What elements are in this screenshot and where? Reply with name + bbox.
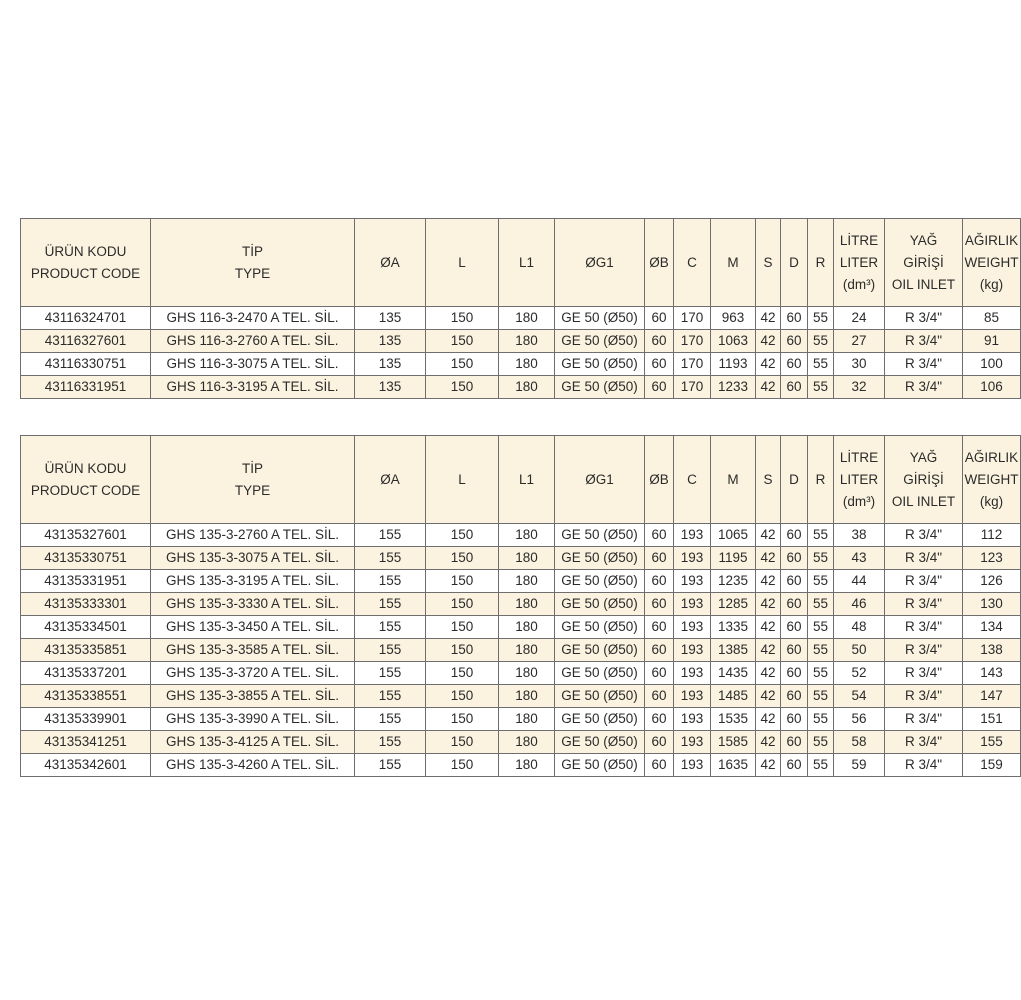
- cell-l: 150: [426, 616, 499, 639]
- cell-litre: 27: [834, 330, 885, 353]
- cell-d: 60: [781, 685, 808, 708]
- cell-s: 42: [756, 376, 781, 399]
- cell-diameter-a: 155: [355, 708, 426, 731]
- cell-oil-inlet: R 3/4": [885, 330, 963, 353]
- header-weight: AĞIRLIK WEIGHT (kg): [963, 436, 1021, 524]
- cell-s: 42: [756, 616, 781, 639]
- cell-m: 963: [711, 307, 756, 330]
- cell-diameter-a: 155: [355, 547, 426, 570]
- cell-oil-inlet: R 3/4": [885, 685, 963, 708]
- cell-m: 1335: [711, 616, 756, 639]
- cell-type: GHS 135-3-2760 A TEL. SİL.: [151, 524, 355, 547]
- header-type: TİP TYPE: [151, 436, 355, 524]
- cell-l: 150: [426, 754, 499, 777]
- cell-l1: 180: [499, 593, 555, 616]
- table-row: [21, 330, 1021, 353]
- cell-c: 193: [674, 731, 711, 754]
- cell-r: 55: [808, 547, 834, 570]
- cell-d: 60: [781, 547, 808, 570]
- cell-diameter-g1: GE 50 (Ø50): [555, 731, 645, 754]
- cell-c: 193: [674, 662, 711, 685]
- cell-diameter-g1: GE 50 (Ø50): [555, 639, 645, 662]
- cell-diameter-b: 60: [645, 731, 674, 754]
- cell-type: GHS 135-3-3990 A TEL. SİL.: [151, 708, 355, 731]
- header-l: L: [426, 219, 499, 307]
- cell-l: 150: [426, 593, 499, 616]
- cell-weight: 155: [963, 731, 1021, 754]
- cell-type: GHS 135-3-4260 A TEL. SİL.: [151, 754, 355, 777]
- cell-diameter-b: 60: [645, 547, 674, 570]
- cell-litre: 32: [834, 376, 885, 399]
- cell-type: GHS 135-3-3330 A TEL. SİL.: [151, 593, 355, 616]
- cell-r: 55: [808, 307, 834, 330]
- header-c: C: [674, 436, 711, 524]
- cell-diameter-a: 155: [355, 685, 426, 708]
- cell-oil-inlet: R 3/4": [885, 376, 963, 399]
- cell-r: 55: [808, 662, 834, 685]
- cell-diameter-b: 60: [645, 754, 674, 777]
- cell-m: 1235: [711, 570, 756, 593]
- cell-diameter-g1: GE 50 (Ø50): [555, 593, 645, 616]
- header-diameter-g1: ØG1: [555, 436, 645, 524]
- cell-litre: 54: [834, 685, 885, 708]
- cell-diameter-b: 60: [645, 662, 674, 685]
- header-m: M: [711, 436, 756, 524]
- cell-litre: 43: [834, 547, 885, 570]
- cell-l1: 180: [499, 376, 555, 399]
- cell-diameter-b: 60: [645, 330, 674, 353]
- header-row: [21, 219, 1021, 307]
- cell-l1: 180: [499, 708, 555, 731]
- cell-m: 1435: [711, 662, 756, 685]
- cell-l1: 180: [499, 754, 555, 777]
- cell-d: 60: [781, 708, 808, 731]
- cell-c: 170: [674, 376, 711, 399]
- cell-l1: 180: [499, 330, 555, 353]
- header-c: C: [674, 219, 711, 307]
- cell-product-code: 43135341251: [21, 731, 151, 754]
- cell-m: 1635: [711, 754, 756, 777]
- cell-m: 1193: [711, 353, 756, 376]
- cell-product-code: 43116324701: [21, 307, 151, 330]
- cell-weight: 138: [963, 639, 1021, 662]
- header-litre: LİTRE LITER (dm³): [834, 436, 885, 524]
- cell-type: GHS 135-3-3720 A TEL. SİL.: [151, 662, 355, 685]
- cell-d: 60: [781, 662, 808, 685]
- cell-diameter-g1: GE 50 (Ø50): [555, 570, 645, 593]
- cell-l: 150: [426, 570, 499, 593]
- cell-litre: 24: [834, 307, 885, 330]
- cell-diameter-g1: GE 50 (Ø50): [555, 662, 645, 685]
- table-row: [21, 376, 1021, 399]
- cell-product-code: 43135331951: [21, 570, 151, 593]
- cell-r: 55: [808, 731, 834, 754]
- cell-product-code: 43135327601: [21, 524, 151, 547]
- cell-l1: 180: [499, 524, 555, 547]
- cell-c: 193: [674, 547, 711, 570]
- table-row: [21, 307, 1021, 330]
- cell-type: GHS 135-3-3075 A TEL. SİL.: [151, 547, 355, 570]
- cell-diameter-b: 60: [645, 570, 674, 593]
- header-product-code: ÜRÜN KODU PRODUCT CODE: [21, 219, 151, 307]
- cell-d: 60: [781, 570, 808, 593]
- cell-l: 150: [426, 708, 499, 731]
- cell-diameter-a: 135: [355, 376, 426, 399]
- cell-diameter-a: 155: [355, 639, 426, 662]
- spec-table-ghs-116: [20, 218, 1021, 399]
- cell-s: 42: [756, 731, 781, 754]
- cell-l1: 180: [499, 639, 555, 662]
- cell-product-code: 43135337201: [21, 662, 151, 685]
- cell-oil-inlet: R 3/4": [885, 616, 963, 639]
- cell-s: 42: [756, 662, 781, 685]
- cell-diameter-a: 155: [355, 616, 426, 639]
- cell-l1: 180: [499, 547, 555, 570]
- header-r: R: [808, 219, 834, 307]
- header-s: S: [756, 436, 781, 524]
- cell-diameter-a: 135: [355, 330, 426, 353]
- cell-type: GHS 116-3-2470 A TEL. SİL.: [151, 307, 355, 330]
- cell-s: 42: [756, 708, 781, 731]
- header-litre: LİTRE LITER (dm³): [834, 219, 885, 307]
- cell-s: 42: [756, 685, 781, 708]
- cell-l: 150: [426, 685, 499, 708]
- cell-d: 60: [781, 639, 808, 662]
- cell-litre: 58: [834, 731, 885, 754]
- cell-r: 55: [808, 593, 834, 616]
- cell-weight: 159: [963, 754, 1021, 777]
- cell-diameter-b: 60: [645, 307, 674, 330]
- table-row: [21, 639, 1021, 662]
- cell-weight: 91: [963, 330, 1021, 353]
- cell-l: 150: [426, 547, 499, 570]
- cell-oil-inlet: R 3/4": [885, 662, 963, 685]
- header-diameter-b: ØB: [645, 219, 674, 307]
- cell-diameter-a: 155: [355, 593, 426, 616]
- cell-diameter-b: 60: [645, 639, 674, 662]
- cell-weight: 134: [963, 616, 1021, 639]
- cell-d: 60: [781, 731, 808, 754]
- cell-c: 193: [674, 524, 711, 547]
- cell-oil-inlet: R 3/4": [885, 307, 963, 330]
- cell-product-code: 43135330751: [21, 547, 151, 570]
- header-oil-inlet: YAĞ GİRİŞİ OIL INLET: [885, 436, 963, 524]
- cell-s: 42: [756, 353, 781, 376]
- spec-table-ghs-135: [20, 435, 1021, 777]
- cell-l: 150: [426, 353, 499, 376]
- cell-d: 60: [781, 376, 808, 399]
- cell-oil-inlet: R 3/4": [885, 639, 963, 662]
- cell-type: GHS 116-3-3195 A TEL. SİL.: [151, 376, 355, 399]
- cell-diameter-g1: GE 50 (Ø50): [555, 547, 645, 570]
- header-row: [21, 436, 1021, 524]
- cell-litre: 56: [834, 708, 885, 731]
- cell-l: 150: [426, 524, 499, 547]
- header-d: D: [781, 436, 808, 524]
- cell-m: 1585: [711, 731, 756, 754]
- cell-m: 1063: [711, 330, 756, 353]
- cell-l: 150: [426, 662, 499, 685]
- cell-diameter-g1: GE 50 (Ø50): [555, 524, 645, 547]
- cell-d: 60: [781, 307, 808, 330]
- cell-oil-inlet: R 3/4": [885, 754, 963, 777]
- cell-m: 1195: [711, 547, 756, 570]
- cell-c: 193: [674, 708, 711, 731]
- table-row: [21, 731, 1021, 754]
- table-row: [21, 685, 1021, 708]
- cell-l: 150: [426, 639, 499, 662]
- cell-r: 55: [808, 524, 834, 547]
- table-row: [21, 708, 1021, 731]
- cell-diameter-g1: GE 50 (Ø50): [555, 754, 645, 777]
- cell-l: 150: [426, 307, 499, 330]
- cell-d: 60: [781, 754, 808, 777]
- cell-litre: 46: [834, 593, 885, 616]
- header-l: L: [426, 436, 499, 524]
- cell-l1: 180: [499, 662, 555, 685]
- header-diameter-a: ØA: [355, 219, 426, 307]
- cell-litre: 52: [834, 662, 885, 685]
- cell-weight: 147: [963, 685, 1021, 708]
- cell-type: GHS 116-3-3075 A TEL. SİL.: [151, 353, 355, 376]
- cell-c: 193: [674, 616, 711, 639]
- table-row: [21, 593, 1021, 616]
- table-row: [21, 754, 1021, 777]
- cell-weight: 151: [963, 708, 1021, 731]
- cell-type: GHS 135-3-4125 A TEL. SİL.: [151, 731, 355, 754]
- cell-diameter-g1: GE 50 (Ø50): [555, 708, 645, 731]
- header-weight: AĞIRLIK WEIGHT (kg): [963, 219, 1021, 307]
- cell-diameter-g1: GE 50 (Ø50): [555, 330, 645, 353]
- cell-oil-inlet: R 3/4": [885, 570, 963, 593]
- cell-c: 193: [674, 685, 711, 708]
- cell-weight: 123: [963, 547, 1021, 570]
- cell-l1: 180: [499, 685, 555, 708]
- header-oil-inlet: YAĞ GİRİŞİ OIL INLET: [885, 219, 963, 307]
- cell-r: 55: [808, 330, 834, 353]
- cell-l1: 180: [499, 731, 555, 754]
- cell-r: 55: [808, 376, 834, 399]
- cell-product-code: 43135339901: [21, 708, 151, 731]
- cell-diameter-g1: GE 50 (Ø50): [555, 685, 645, 708]
- cell-weight: 85: [963, 307, 1021, 330]
- cell-product-code: 43135335851: [21, 639, 151, 662]
- cell-type: GHS 135-3-3585 A TEL. SİL.: [151, 639, 355, 662]
- cell-s: 42: [756, 330, 781, 353]
- cell-type: GHS 116-3-2760 A TEL. SİL.: [151, 330, 355, 353]
- cell-litre: 30: [834, 353, 885, 376]
- cell-diameter-g1: GE 50 (Ø50): [555, 616, 645, 639]
- header-d: D: [781, 219, 808, 307]
- cell-weight: 100: [963, 353, 1021, 376]
- header-m: M: [711, 219, 756, 307]
- cell-type: GHS 135-3-3450 A TEL. SİL.: [151, 616, 355, 639]
- cell-diameter-a: 155: [355, 570, 426, 593]
- cell-oil-inlet: R 3/4": [885, 731, 963, 754]
- cell-litre: 38: [834, 524, 885, 547]
- cell-litre: 44: [834, 570, 885, 593]
- table-row: [21, 616, 1021, 639]
- cell-weight: 130: [963, 593, 1021, 616]
- cell-l: 150: [426, 376, 499, 399]
- cell-s: 42: [756, 547, 781, 570]
- cell-d: 60: [781, 353, 808, 376]
- cell-d: 60: [781, 616, 808, 639]
- table-row: [21, 524, 1021, 547]
- cell-c: 193: [674, 639, 711, 662]
- cell-l: 150: [426, 731, 499, 754]
- cell-r: 55: [808, 754, 834, 777]
- cell-c: 170: [674, 307, 711, 330]
- cell-litre: 48: [834, 616, 885, 639]
- cell-d: 60: [781, 330, 808, 353]
- cell-r: 55: [808, 708, 834, 731]
- cell-m: 1485: [711, 685, 756, 708]
- cell-diameter-a: 155: [355, 754, 426, 777]
- cell-oil-inlet: R 3/4": [885, 524, 963, 547]
- cell-l1: 180: [499, 307, 555, 330]
- cell-l1: 180: [499, 353, 555, 376]
- cell-l1: 180: [499, 616, 555, 639]
- cell-diameter-b: 60: [645, 593, 674, 616]
- cell-c: 170: [674, 330, 711, 353]
- cell-r: 55: [808, 616, 834, 639]
- cell-litre: 50: [834, 639, 885, 662]
- cell-s: 42: [756, 570, 781, 593]
- cell-s: 42: [756, 307, 781, 330]
- cell-m: 1233: [711, 376, 756, 399]
- cell-weight: 106: [963, 376, 1021, 399]
- header-type: TİP TYPE: [151, 219, 355, 307]
- cell-diameter-b: 60: [645, 708, 674, 731]
- cell-diameter-b: 60: [645, 353, 674, 376]
- cell-weight: 112: [963, 524, 1021, 547]
- cell-diameter-a: 135: [355, 307, 426, 330]
- cell-m: 1285: [711, 593, 756, 616]
- cell-type: GHS 135-3-3195 A TEL. SİL.: [151, 570, 355, 593]
- cell-oil-inlet: R 3/4": [885, 708, 963, 731]
- cell-diameter-a: 155: [355, 731, 426, 754]
- table-row: [21, 547, 1021, 570]
- cell-product-code: 43135342601: [21, 754, 151, 777]
- cell-diameter-b: 60: [645, 524, 674, 547]
- cell-type: GHS 135-3-3855 A TEL. SİL.: [151, 685, 355, 708]
- cell-product-code: 43135338551: [21, 685, 151, 708]
- cell-litre: 59: [834, 754, 885, 777]
- cell-product-code: 43135333301: [21, 593, 151, 616]
- cell-diameter-g1: GE 50 (Ø50): [555, 353, 645, 376]
- cell-product-code: 43116330751: [21, 353, 151, 376]
- cell-c: 193: [674, 754, 711, 777]
- cell-c: 193: [674, 570, 711, 593]
- cell-diameter-g1: GE 50 (Ø50): [555, 376, 645, 399]
- cell-diameter-a: 155: [355, 524, 426, 547]
- cell-m: 1535: [711, 708, 756, 731]
- cell-weight: 126: [963, 570, 1021, 593]
- cell-oil-inlet: R 3/4": [885, 547, 963, 570]
- cell-s: 42: [756, 639, 781, 662]
- cell-diameter-b: 60: [645, 685, 674, 708]
- table-row: [21, 570, 1021, 593]
- cell-l: 150: [426, 330, 499, 353]
- header-product-code: ÜRÜN KODU PRODUCT CODE: [21, 436, 151, 524]
- table-row: [21, 353, 1021, 376]
- cell-m: 1385: [711, 639, 756, 662]
- cell-diameter-b: 60: [645, 616, 674, 639]
- table-row: [21, 662, 1021, 685]
- header-diameter-a: ØA: [355, 436, 426, 524]
- cell-l1: 180: [499, 570, 555, 593]
- cell-oil-inlet: R 3/4": [885, 593, 963, 616]
- cell-oil-inlet: R 3/4": [885, 353, 963, 376]
- cell-r: 55: [808, 570, 834, 593]
- cell-s: 42: [756, 754, 781, 777]
- cell-weight: 143: [963, 662, 1021, 685]
- cell-product-code: 43116327601: [21, 330, 151, 353]
- cell-diameter-b: 60: [645, 376, 674, 399]
- cell-m: 1065: [711, 524, 756, 547]
- cell-r: 55: [808, 639, 834, 662]
- header-l1: L1: [499, 436, 555, 524]
- cell-diameter-g1: GE 50 (Ø50): [555, 307, 645, 330]
- header-r: R: [808, 436, 834, 524]
- cell-s: 42: [756, 593, 781, 616]
- cell-r: 55: [808, 353, 834, 376]
- cell-product-code: 43116331951: [21, 376, 151, 399]
- cell-d: 60: [781, 593, 808, 616]
- cell-d: 60: [781, 524, 808, 547]
- cell-diameter-a: 155: [355, 662, 426, 685]
- header-l1: L1: [499, 219, 555, 307]
- cell-product-code: 43135334501: [21, 616, 151, 639]
- cell-c: 170: [674, 353, 711, 376]
- header-diameter-b: ØB: [645, 436, 674, 524]
- cell-c: 193: [674, 593, 711, 616]
- cell-r: 55: [808, 685, 834, 708]
- header-s: S: [756, 219, 781, 307]
- cell-s: 42: [756, 524, 781, 547]
- cell-diameter-a: 135: [355, 353, 426, 376]
- header-diameter-g1: ØG1: [555, 219, 645, 307]
